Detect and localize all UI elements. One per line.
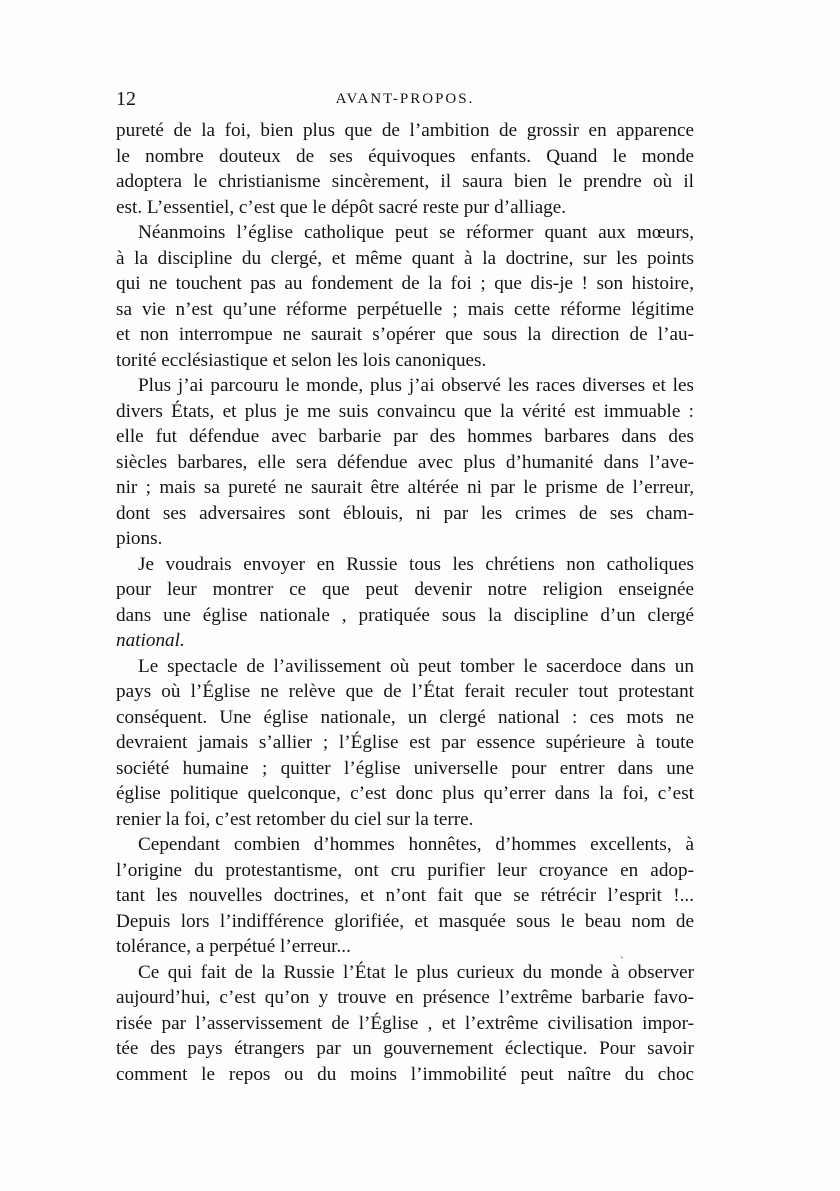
text-line: nir ; mais sa pureté ne saurait être altérée ni par le prisme de l’erreur, [116,477,694,498]
text-line: qui ne touchent pas au fondement de la foi ; que dis-je ! son histoire, [116,273,694,294]
text-line: national. [116,630,185,651]
text-line: devraient jamais s’allier ; l’Église est par essence supérieure à toute [116,732,694,753]
text-line: est. L’essentiel, c’est que le dépôt sacré reste pur d’alliage. [116,196,567,218]
paragraph-4 [116,552,694,654]
text-line: conséquent. Une église nationale, un clergé national : ces mots ne [116,706,694,728]
text-line: elle fut défendue avec barbarie par des hommes barbares dans des [116,426,694,447]
paragraph-1 [116,118,694,220]
text-line: dans une église nationale , pratiquée sous la discipline d’un clergé [116,604,694,626]
text-line: adoptera le christianisme sincèrement, il saura bien le prendre où il [116,171,694,192]
text-line: l’origine du protestantisme, ont cru purifier leur croyance en adop- [116,859,694,881]
text-line: torité ecclésiastique et selon les lois canoniques. [116,349,487,371]
paragraph-5 [116,654,694,833]
body-text [116,118,694,1087]
text-line: Je voudrais envoyer en Russie tous les chrétiens non catholiques [138,553,694,575]
text-line: Plus j’ai parcouru le monde, plus j’ai observé les races diverses et les [138,375,694,396]
text-line: dont ses adversaires sont éblouis, ni par les crimes de ses cham- [116,502,694,524]
ink-mark: ˏ [620,945,624,959]
text-line: Cependant combien d’hommes honnêtes, d’hommes excellents, à [138,834,694,855]
paragraph-3 [116,373,694,552]
text-line: à la discipline du clergé, et même quant à la doctrine, sur les points [116,247,694,269]
text-line: tée des pays étrangers par un gouvernement éclectique. Pour savoir [116,1038,694,1059]
text-line: le nombre douteux de ses équivoques enfants. Quand le monde [116,145,694,167]
text-line: sa vie n’est qu’une réforme perpétuelle ; mais cette réforme légitime [116,298,694,320]
text-line: comment le repos ou du moins l’immobilité peut naître du choc [116,1063,694,1085]
paragraph-2 [116,220,694,373]
page-number: 12 [116,88,136,110]
text-line: tant les nouvelles doctrines, et n’ont fait que se rétrécir l’esprit !... [116,885,694,906]
text-line: divers États, et plus je me suis convaincu que la vérité est immuable : [116,400,694,422]
text-line: église politique quelconque, c’est donc plus qu’errer dans la foi, c’est [116,783,694,804]
text-line: siècles barbares, elle sera défendue avec plus d’humanité dans l’ave- [116,451,694,473]
text-line: Le spectacle de l’avilissement où peut tomber le sacerdoce dans un [138,655,694,677]
text-line: pureté de la foi, bien plus que de l’ambition de grossir en apparence [116,120,694,141]
text-line: risée par l’asservissement de l’Église , et l’extrême civilisation impor- [116,1012,694,1034]
paragraph-7 [116,960,694,1088]
running-head: AVANT-PROPOS. [335,91,475,107]
text-line: Depuis lors l’indifférence glorifiée, et masquée sous le beau nom de [116,910,694,932]
page-header [116,88,694,114]
text-line: tolérance, a perpétué l’erreur... [116,936,351,957]
text-line: aujourd’hui, c’est qu’on y trouve en présence l’extrême barbarie favo- [116,987,694,1008]
paragraph-6 [116,832,694,960]
text-line: et non interrompue ne saurait s’opérer que sous la direction de l’au- [116,324,694,345]
text-line: Ce qui fait de la Russie l’État le plus curieux du monde à observer [138,961,694,983]
text-line: pays où l’Église ne relève que de l’État ferait reculer tout protestant [116,681,694,702]
text-line: renier la foi, c’est retomber du ciel sur la terre. [116,808,474,830]
text-line: pour leur montrer ce que peut devenir notre religion enseignée [116,579,694,600]
text-line: société humaine ; quitter l’église universelle pour entrer dans une [116,757,694,779]
text-line: Néanmoins l’église catholique peut se réformer quant aux mœurs, [138,222,694,243]
text-line: pions. [116,528,163,549]
